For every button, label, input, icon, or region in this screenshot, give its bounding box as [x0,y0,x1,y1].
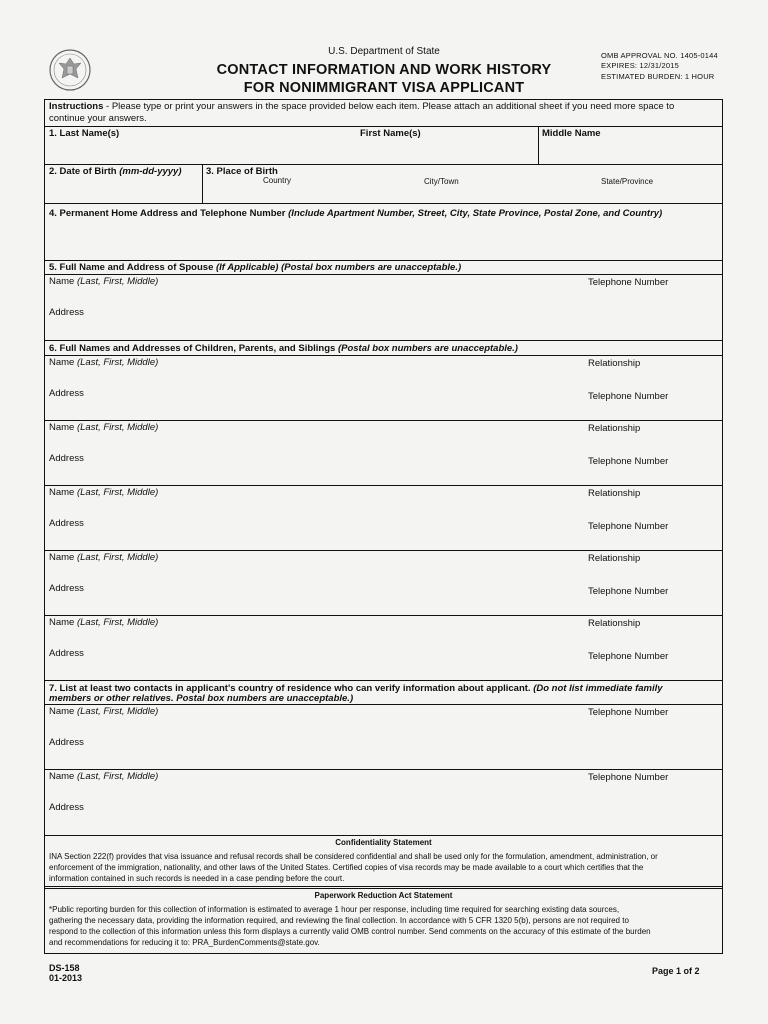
relative-2-telephone-label: Telephone Number [588,456,669,467]
relative-1-address-label: Address [49,388,84,399]
relative-3-telephone-label: Telephone Number [588,521,669,532]
contact-1-name-label: Name (Last, First, Middle) [49,706,159,717]
last-name-label: 1. Last Name(s) [49,128,120,139]
state-province-label: State/Province [601,177,654,186]
relatives-label: 6. Full Names and Addresses of Children, Parents, and Siblings (Postal box numbers are unacceptable.) [49,343,518,354]
spouse-hint: (If Applicable) (Postal box numbers are unacceptable.) [216,262,462,273]
relative-1-name-label: Name (Last, First, Middle) [49,357,159,368]
omb-burden: ESTIMATED BURDEN: 1 HOUR [601,72,715,81]
relative-5-relationship-label: Relationship [588,618,641,629]
paperwork-text: *Public reporting burden for this collection of information is estimated to average 1 hour per response, including time required for searching existing data sources, gathering the necessary data, providing the information required, and reviewing the final collection. In accordance with 5 CFR 1320 5(b), persons are not required to respond to the collection of this information unless this form displays a currently valid OMB control number. Send comments on the accuracy of this estimate of the burden and recommendations for reducing it to: PRA_BurdenComments@state.gov. [49,905,651,947]
relative-4-name-label: Name (Last, First, Middle) [49,552,159,563]
relative-5-address-label: Address [49,648,84,659]
relative-1-telephone-label: Telephone Number [588,391,669,402]
home-address-hint: (Include Apartment Number, Street, City, State Province, Postal Zone, and Country) [288,208,663,219]
omb-expires: EXPIRES: 12/31/2015 [601,61,680,70]
city-town-label: City/Town [424,177,459,186]
date-format-hint: (mm-dd-yyyy) [119,166,182,177]
home-address-label: 4. Permanent Home Address and Telephone Number (Include Apartment Number, Street, City, State Province, Postal Zone, and Country) [49,208,663,219]
first-name-label: First Name(s) [360,128,421,139]
relative-3-relationship-label: Relationship [588,488,641,499]
middle-name-label: Middle Name [542,128,601,139]
instructions-label: Instructions [49,101,104,112]
spouse-name-label: Name (Last, First, Middle) [49,276,159,287]
omb-approval: OMB APPROVAL NO. 1405-0144 [601,51,718,60]
relative-2-address-label: Address [49,453,84,464]
relative-5-name-label: Name (Last, First, Middle) [49,617,159,628]
agency-name: U.S. Department of State [328,46,440,57]
contact-2-telephone-label: Telephone Number [588,772,669,783]
contacts-hint-line2: members or other relatives. Postal box numbers are unacceptable.) [49,693,354,704]
contacts-hint: (Do not list immediate family [533,683,663,694]
form-title-line1: CONTACT INFORMATION AND WORK HISTORY [216,62,552,78]
form-title-line2: FOR NONIMMIGRANT VISA APPLICANT [243,80,525,96]
relative-2-name-label: Name (Last, First, Middle) [49,422,159,433]
relative-2-relationship-label: Relationship [588,423,641,434]
form-date: 01-2013 [49,973,83,983]
relative-4-address-label: Address [49,583,84,594]
contact-2-name-label: Name (Last, First, Middle) [49,771,159,782]
instructions [49,101,674,112]
relative-4-relationship-label: Relationship [588,553,641,564]
instructions-text-line2: continue your answers. [49,113,147,124]
relative-3-address-label: Address [49,518,84,529]
confidentiality-text: INA Section 222(f) provides that visa issuance and refusal records shall be considered confidential and shall be used only for the formulation, amendment, administration, or enforcement of the immigration, nationality, and other laws of the United States. Certified copies of visa records may be made available to a court which certifies that the information contained in such records is needed in a case pending before the court. [49,852,658,883]
page-number: Page 1 of 2 [652,966,700,976]
spouse-label: 5. Full Name and Address of Spouse (If Applicable) (Postal box numbers are unacceptable.) [49,262,462,273]
relative-3-name-label: Name (Last, First, Middle) [49,487,159,498]
spouse-telephone-label: Telephone Number [588,277,669,288]
country-label: Country [263,176,292,185]
contact-1-address-label: Address [49,737,84,748]
confidentiality-title: Confidentiality Statement [335,838,432,847]
relative-5-telephone-label: Telephone Number [588,651,669,662]
relative-4-telephone-label: Telephone Number [588,586,669,597]
contacts-label: 7. List at least two contacts in applicant's country of residence who can verify information about applicant. (Do not list immediate family [49,683,663,694]
contact-1-telephone-label: Telephone Number [588,707,669,718]
date-of-birth-label: 2. Date of Birth (mm-dd-yyyy) [49,166,182,177]
instructions-text: - Please type or print your answers in the space provided below each item. Please attach an additional sheet if you need more space to [103,101,675,112]
paperwork-title: Paperwork Reduction Act Statement [314,891,453,900]
place-of-birth-label: 3. Place of Birth [206,166,278,177]
spouse-address-label: Address [49,307,84,318]
relative-1-relationship-label: Relationship [588,358,641,369]
contact-2-address-label: Address [49,802,84,813]
relatives-hint: (Postal box numbers are unacceptable.) [337,343,518,354]
form-number: DS-158 [49,963,80,973]
